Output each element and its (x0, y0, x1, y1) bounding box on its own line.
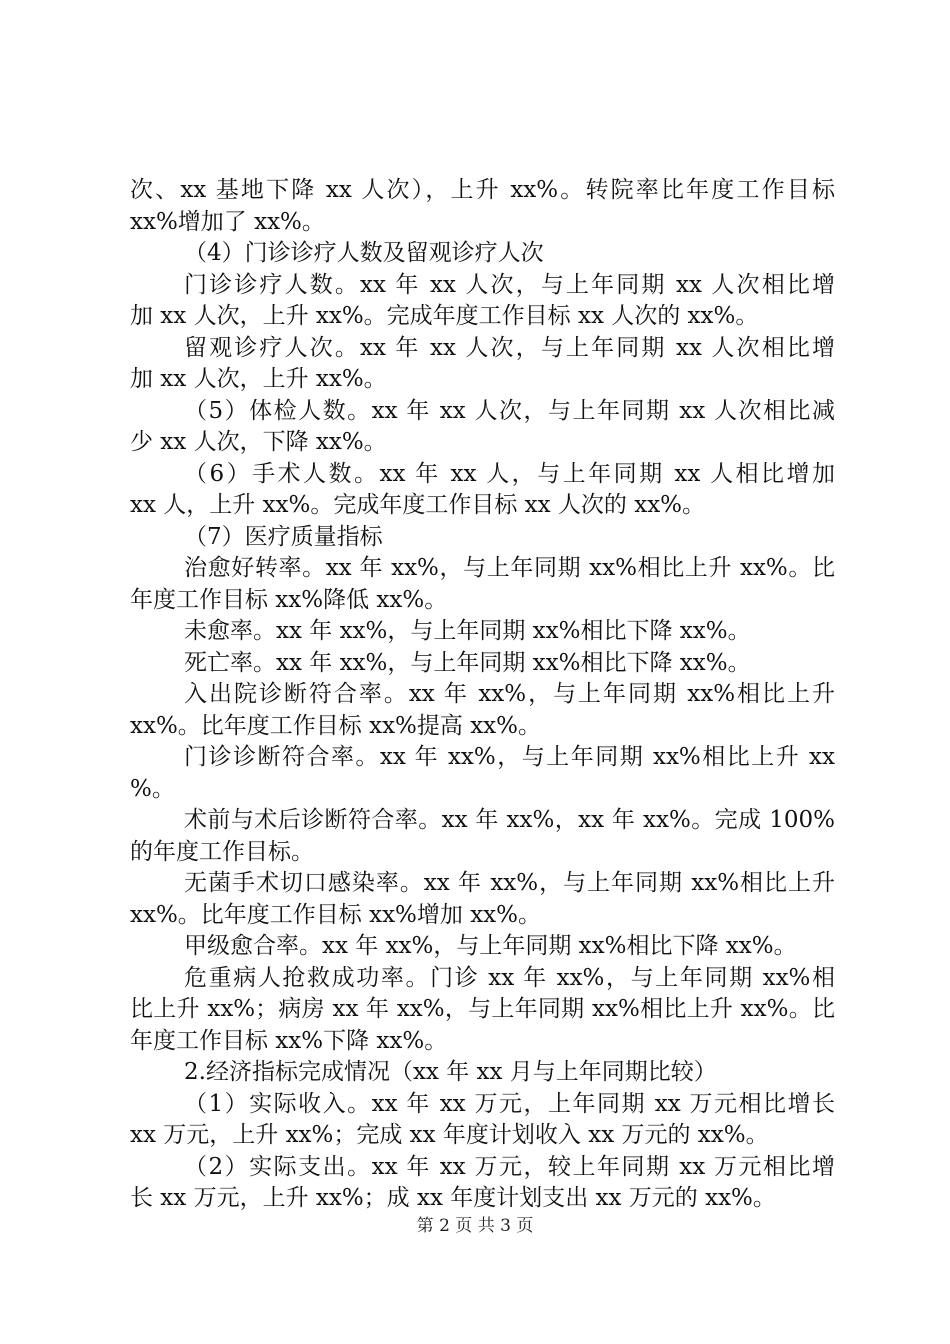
paragraph-line: 年度工作目标 xx%降低 xx%。 (130, 586, 448, 613)
paragraph-line: 加 xx 人次，上升 xx%。 (130, 366, 387, 392)
paragraph-line: 长 xx 万元，上升 xx%；成 xx 年度计划支出 xx 万元的 xx%。 (130, 1185, 776, 1211)
paragraph-line: xx%。比年度工作目标 xx%增加 xx%。 (130, 901, 542, 928)
paragraph-line: 入出院诊断符合率。xx 年 xx%，与上年同期 xx%相比上升 (184, 681, 835, 707)
paragraph-line: %。 (130, 775, 175, 802)
paragraph-line: 少 xx 人次，下降 xx%。 (130, 429, 387, 455)
paragraph-line: （2）实际支出。xx 年 xx 万元，较上年同期 xx 万元相比增 (184, 1153, 835, 1180)
paragraph-line: 门诊诊断符合率。xx 年 xx%，与上年同期 xx%相比上升 xx (184, 744, 835, 770)
paragraph-line: 危重病人抢救成功率。门诊 xx 年 xx%，与上年同期 xx%相 (184, 964, 835, 991)
paragraph-line: 术前与术后诊断符合率。xx 年 xx%，xx 年 xx%。完成 100% (184, 807, 835, 833)
paragraph-line: （1）实际收入。xx 年 xx 万元，上年同期 xx 万元相比增长 (184, 1090, 835, 1117)
paragraph-line: 次、xx 基地下降 xx 人次），上升 xx%。转院率比年度工作目标 (130, 177, 835, 203)
paragraph-line: 未愈率。xx 年 xx%，与上年同期 xx%相比下降 xx%。 (184, 618, 751, 644)
paragraph-line: xx%增加了 xx%。 (130, 208, 325, 235)
paragraph-line: 留观诊疗人次。xx 年 xx 人次，与上年同期 xx 人次相比增 (184, 334, 835, 361)
paragraph-line: （5）体检人数。xx 年 xx 人次，与上年同期 xx 人次相比减 (184, 397, 835, 424)
paragraph-line: （7）医疗质量指标 (184, 523, 383, 550)
paragraph-line: 治愈好转率。xx 年 xx%，与上年同期 xx%相比上升 xx%。比 (184, 555, 835, 581)
paragraph-line: 死亡率。xx 年 xx%，与上年同期 xx%相比下降 xx%。 (184, 649, 751, 676)
paragraph-line: 2.经济指标完成情况（xx 年 xx 月与上年同期比较） (184, 1059, 717, 1085)
paragraph-line: xx 万元，上升 xx%；完成 xx 年度计划收入 xx 万元的 xx%。 (130, 1122, 769, 1148)
paragraph-line: （4）门诊诊疗人数及留观诊疗人次 (184, 240, 544, 266)
paragraph-line: 甲级愈合率。xx 年 xx%，与上年同期 xx%相比下降 xx%。 (184, 933, 797, 959)
paragraph-line: xx%。比年度工作目标 xx%提高 xx%。 (130, 712, 542, 739)
page-number-footer: 第 2 页 共 3 页 (416, 1216, 534, 1236)
paragraph-line: 无菌手术切口感染率。xx 年 xx%，与上年同期 xx%相比上升 (184, 870, 835, 896)
paragraph-line: 加 xx 人次，上升 xx%。完成年度工作目标 xx 人次的 xx%。 (130, 303, 759, 329)
paragraph-line: 比上升 xx%；病房 xx 年 xx%，与上年同期 xx%相比上升 xx%。比 (130, 996, 835, 1022)
document-body (130, 175, 835, 1215)
paragraph-line: 年度工作目标 xx%下降 xx%。 (130, 1027, 448, 1054)
paragraph-line: 门诊诊疗人数。xx 年 xx 人次，与上年同期 xx 人次相比增 (184, 271, 835, 298)
paragraph-line: xx 人，上升 xx%。完成年度工作目标 xx 人次的 xx%。 (130, 492, 706, 518)
paragraph-line: （6）手术人数。xx 年 xx 人，与上年同期 xx 人相比增加 (184, 460, 835, 487)
paragraph-line: 的年度工作目标。 (130, 838, 314, 865)
